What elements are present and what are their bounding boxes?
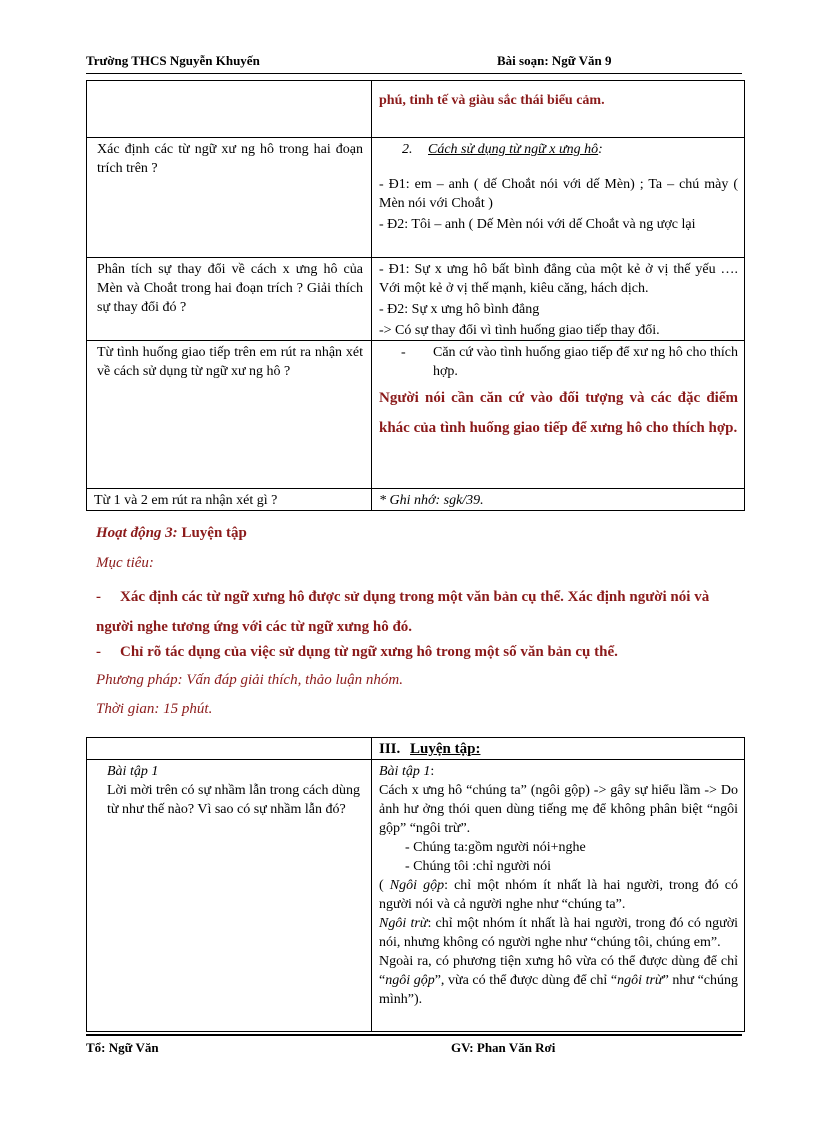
goal-1 — [96, 582, 736, 642]
row1-heading-colon: : — [598, 142, 603, 157]
row4-question: Từ 1 và 2 em rút ra nhận xét gì ? — [94, 493, 278, 508]
exercise-p3-term: Ngôi trừ — [379, 916, 428, 931]
table-cell — [372, 760, 745, 1032]
activity-title-text: Luyện tập — [177, 525, 247, 541]
table-row — [87, 341, 745, 489]
table-cell — [87, 138, 372, 258]
table-cell — [372, 489, 745, 511]
row3-line1: Căn cứ vào tình huống giao tiếp để xư ng hô cho thích hợp. — [433, 345, 738, 379]
row2-question: Phân tích sự thay đổi về cách x ưng hô của Mèn và Choắt trong hai đoạn trích ? Giải thích sự thay đổi đó ? — [97, 262, 363, 315]
exercise-left — [87, 760, 371, 819]
table-row — [87, 138, 745, 258]
table-cell — [87, 489, 372, 511]
exercise-p4-e: ” như “chúng mình”). — [379, 973, 738, 1007]
practice-heading — [372, 738, 744, 759]
time: Thời gian: 15 phút. — [96, 701, 213, 717]
exercise-p2-open: ( — [379, 878, 390, 893]
exercise-sub2: - Chúng tôi :chỉ người nói — [405, 859, 552, 874]
exercise-right-title-colon: : — [430, 764, 435, 779]
subject-title: Bài soạn: Ngữ Văn 9 — [497, 53, 612, 68]
exercise-p2 — [379, 876, 738, 914]
row1-heading-num: 2. — [402, 142, 413, 157]
row3-question: Từ tình huống giao tiếp trên em rút ra nhận xét về cách sử dụng từ ngữ xư ng hô ? — [97, 345, 363, 379]
lesson-table-1 — [86, 80, 745, 511]
exercise-p4-c: ”, vừa có thể được dùng để chỉ “ — [434, 973, 618, 988]
table-row — [87, 489, 745, 511]
table-cell — [372, 738, 745, 760]
table-row — [87, 81, 745, 138]
exercise-right-title — [379, 762, 738, 781]
exercise-right-title-text: Bài tập 1 — [379, 764, 431, 779]
footer-department: Tổ: Ngữ Văn — [86, 1040, 159, 1055]
table-row — [87, 258, 745, 341]
exercise-p1: Cách x ưng hô “chúng ta” (ngôi gộp) -> gây sự hiểu lầm -> Do ảnh hư ởng thói quen dùng tiếng mẹ để không phân biệt “ngôi gộp” “ngôi trừ”. — [379, 783, 738, 836]
row4-answer: * Ghi nhớ: sgk/39. — [379, 493, 484, 508]
row1-question: Xác định các từ ngữ xư ng hô trong hai đoạn trích trên ? — [97, 142, 363, 176]
footer-teacher: GV: Phan Văn Rơi — [451, 1040, 556, 1055]
activity-title — [96, 523, 736, 543]
exercise-p2-term: Ngôi gộp — [389, 878, 445, 893]
table-row — [87, 738, 745, 760]
exercise-p4-d: ngôi trừ — [617, 973, 663, 988]
method: Phương pháp: Vấn đáp giải thích, thảo luận nhóm. — [96, 672, 404, 688]
table-cell — [87, 760, 372, 1032]
table-cell — [87, 258, 372, 341]
exercise-right — [372, 760, 744, 1009]
exercise-left-text: Lời mời trên có sự nhầm lẫn trong cách dùng từ như thế nào? Vì sao có sự nhầm lẫn đó? — [107, 783, 360, 817]
table-cell — [372, 81, 745, 138]
row3-conclusion: Người nói cần căn cứ vào đối tượng và các đặc điểm khác của tình huống giao tiếp để xưng hô cho thích hợp. — [379, 390, 738, 436]
exercise-p3 — [379, 914, 738, 952]
table-cell — [372, 258, 745, 341]
header-rule — [86, 73, 742, 74]
table-cell — [372, 341, 745, 489]
table-cell — [372, 138, 745, 258]
exercise-left-title: Bài tập 1 — [107, 764, 159, 779]
exercise-p4 — [379, 952, 738, 1009]
exercise-p4-a: Ngoài ra, có phương tiện xưng hô vừa có thể được dùng để chỉ “ — [379, 954, 738, 988]
goal-label: Mục tiêu: — [96, 555, 154, 571]
goal-2-bullet: - — [96, 644, 101, 660]
activity-label: Hoạt động 3: — [96, 525, 178, 541]
goal-2-text: Chỉ rõ tác dụng của việc sử dụng từ ngữ xưng hô trong một số văn bản cụ thể. — [120, 644, 618, 660]
row1-line2: - Đ2: Tôi – anh ( Dế Mèn nói với dế Choắt và ng ược lại — [379, 217, 696, 232]
row2-line2: - Đ2: Sự x ưng hô bình đẳng — [379, 302, 540, 317]
row2-line1: - Đ1: Sự x ưng hô bất bình đẳng của một kẻ ở vị thế yếu …. Với một kẻ ở vị thế mạnh, kiêu căng, hách dịch. — [379, 262, 738, 296]
row2-line3: -> Có sự thay đổi vì tình huống giao tiếp thay đổi. — [379, 323, 660, 338]
school-name: Trường THCS Nguyễn Khuyến — [86, 53, 260, 68]
table-cell — [87, 341, 372, 489]
row0-text: phú, tinh tế và giàu sắc thái biểu cảm. — [379, 93, 605, 108]
exercise-p2-text: : chỉ một nhóm ít nhất là hai người, trong đó có người nói và cả người nghe như “chúng ta”. — [379, 878, 738, 912]
row3-dash: - — [401, 345, 406, 360]
exercise-p4-b: ngôi gộp — [385, 973, 435, 988]
row1-heading — [372, 138, 744, 159]
table-row — [87, 760, 745, 1032]
practice-heading-text: Luyện tập: — [410, 741, 481, 757]
table-cell — [87, 738, 372, 760]
goal-1-text: Xác định các từ ngữ xưng hô được sử dụng trong một văn bản cụ thể. Xác định người nói và người nghe tương ứng với các từ ngữ xưng hô đó. — [96, 589, 710, 635]
lesson-table-2 — [86, 737, 745, 1032]
goal-2 — [96, 642, 736, 662]
row1-heading-text: Cách sử dụng từ ngữ x ưng hô — [428, 142, 599, 157]
table-cell — [87, 81, 372, 138]
practice-heading-num: III. — [379, 741, 401, 757]
exercise-sub1: - Chúng ta:gồm người nói+nghe — [405, 840, 586, 855]
exercise-p3-text: : chỉ một nhóm ít nhất là hai người, trong đó có người nói, nhưng không có người nghe như “chúng tôi, chúng em”. — [379, 916, 739, 950]
row1-line1: - Đ1: em – anh ( dế Choắt nói với dế Mèn) ; Ta – chú mày ( Mèn nói với Choắt ) — [379, 177, 738, 211]
row3-bullet — [372, 341, 744, 381]
footer-rule — [86, 1034, 742, 1036]
goal-1-bullet: - — [96, 589, 101, 605]
